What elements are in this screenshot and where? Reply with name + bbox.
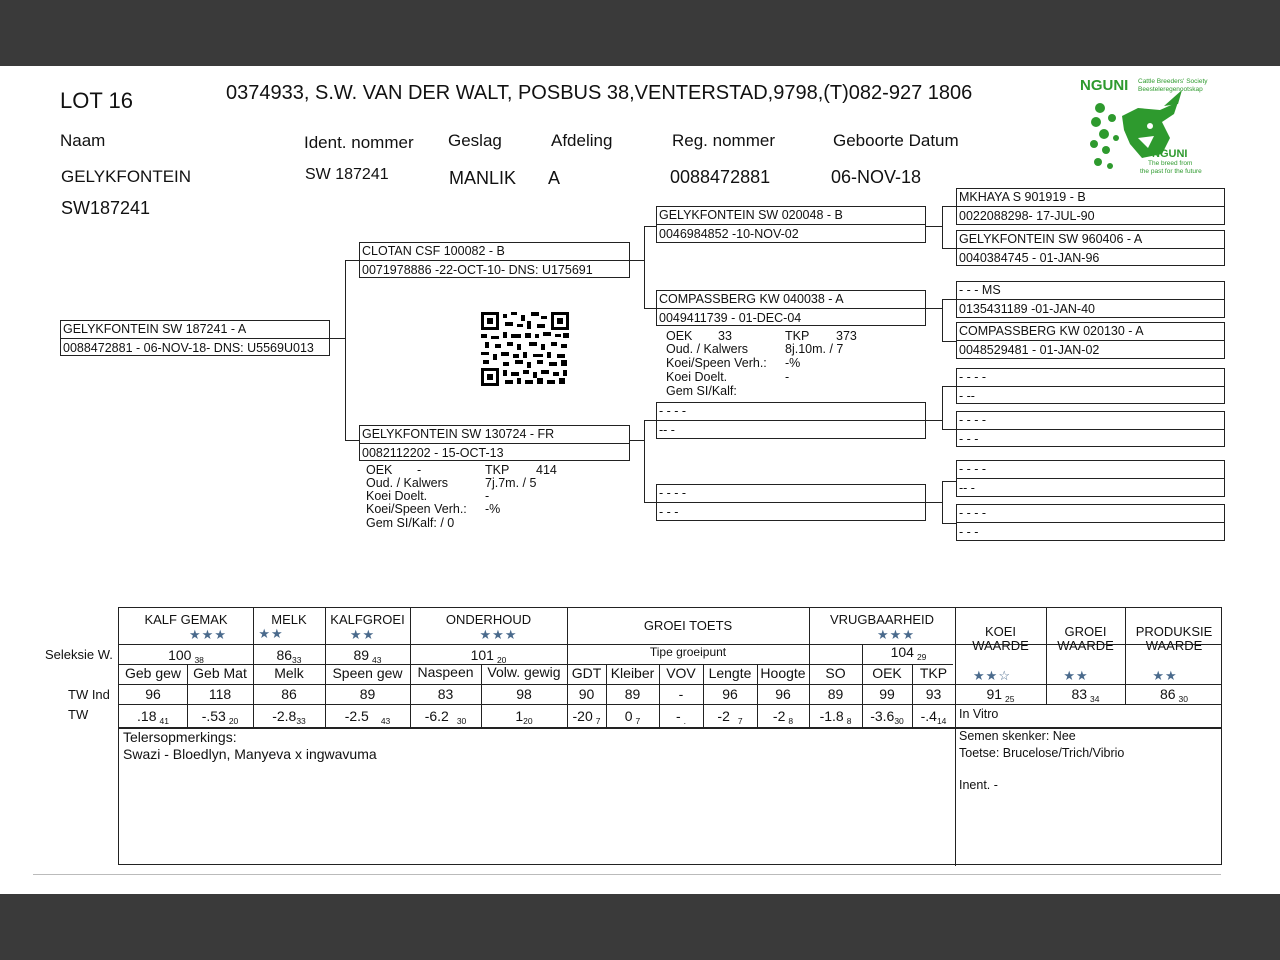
group-melk: MELK xyxy=(271,612,307,627)
col-geslag: Geslag xyxy=(448,131,502,150)
connector xyxy=(925,502,942,503)
sds-name: - - - MS xyxy=(959,283,1001,297)
semen-donor: Semen skenker: Nee xyxy=(959,729,1076,743)
hdr-kleiber: Kleiber xyxy=(610,665,655,681)
connector xyxy=(644,420,645,502)
pedigree-ssd xyxy=(956,230,1225,266)
ds-name: - - - - xyxy=(659,404,687,418)
row-label-tw-ind: TW Ind xyxy=(68,687,110,702)
logo-society-1: Cattle Breeders' Society xyxy=(1138,78,1208,85)
pedigree-sds xyxy=(956,281,1225,318)
tw-ind-cell: 96 xyxy=(722,686,738,702)
pedigree-sss xyxy=(956,188,1225,225)
connector xyxy=(942,523,956,524)
dam-koei-doelt-value: - xyxy=(485,489,490,503)
connector xyxy=(329,338,345,339)
sel-vrug: 104 $_{29}$ xyxy=(890,644,927,662)
hdr-melk: Melk xyxy=(274,665,304,681)
stars-groei: ★★ xyxy=(1063,668,1089,683)
connector xyxy=(925,308,942,309)
inoculation: Inent. - xyxy=(959,778,998,792)
col-naam: Naam xyxy=(60,131,106,150)
sd-koei-speen-value: -% xyxy=(785,356,801,370)
group-produksie: PRODUKSIE xyxy=(1135,624,1213,639)
group-groei: GROEI xyxy=(1064,624,1107,639)
connector xyxy=(942,341,956,342)
col-ident: Ident. nommer xyxy=(304,133,414,152)
sd-name: COMPASSBERG KW 040038 - A xyxy=(659,292,844,306)
remarks-label: Telersopmerkings: xyxy=(123,729,237,745)
connector xyxy=(345,260,346,440)
connector xyxy=(942,248,956,249)
sd-oek-label: OEK xyxy=(666,329,693,343)
hdr-so: SO xyxy=(825,665,846,681)
pedigree-dam-dam xyxy=(656,484,926,521)
tw-cell: -2.5 $_{43}$ xyxy=(344,708,391,726)
pedigree-subject xyxy=(60,320,330,356)
col-reg: Reg. nommer xyxy=(672,131,775,150)
dd-name: - - - - xyxy=(659,486,687,500)
pedigree-sire xyxy=(359,242,630,278)
animal-afdeling: A xyxy=(548,168,561,188)
logo-society-2: Beesteleregenootskap xyxy=(1138,86,1203,93)
connector xyxy=(644,226,645,308)
tw-cell: -.53 $_{20}$ xyxy=(201,708,239,726)
connector xyxy=(942,299,956,300)
sd-koei-doelt-label: Koei Doelt. xyxy=(666,370,728,384)
group-tipe: Tipe groeipunt xyxy=(649,645,727,659)
sss-details: 0022088298- 17-JUL-90 xyxy=(959,209,1095,223)
tw-cell: -1.8 $_8$ xyxy=(819,708,852,726)
tw-ind-cell: 89 xyxy=(624,686,641,702)
hdr-geb-gew: Geb gew xyxy=(124,665,182,681)
tw-ind-cell: 96 xyxy=(775,686,791,702)
tw-cell: -20 $_7$ xyxy=(572,708,601,726)
groei-waarde-value: 83 $_{34}$ xyxy=(1071,686,1100,704)
sd-tkp-value: 373 xyxy=(836,329,857,343)
connector xyxy=(629,440,644,441)
tw-ind-cell: 118 xyxy=(208,686,232,702)
animal-naam-2: SW187241 xyxy=(61,198,151,218)
koei-waarde-value: 91 $_{25}$ xyxy=(986,686,1015,704)
tw-ind-cell: 83 xyxy=(437,686,454,702)
tw-cell: - $_.$ xyxy=(675,708,687,726)
ss-details: 0046984852 -10-NOV-02 xyxy=(659,227,799,241)
logo-tagline-2: the past for the future xyxy=(1140,168,1202,175)
tw-ind-cell: - xyxy=(678,686,684,702)
tw-cell: .18 $_{41}$ xyxy=(137,708,169,726)
pedigree-dsd xyxy=(956,411,1225,447)
sd-koei-doelt-value: - xyxy=(785,370,790,384)
bottom-bar xyxy=(0,894,1280,960)
tw-ind-cell: 98 xyxy=(516,686,532,702)
tw-cell: $1_{20}$ xyxy=(515,708,533,726)
ssd-details: 0040384745 - 01-JAN-96 xyxy=(959,251,1100,265)
tw-cell: -6.2 $_{30}$ xyxy=(424,708,467,726)
dss-details: - -- xyxy=(959,389,975,403)
lot-number: LOT 16 xyxy=(60,88,133,113)
sd-gem-label: Gem SI/Kalf: xyxy=(666,384,737,398)
group-groei-toets: GROEI TOETS xyxy=(643,618,733,633)
connector xyxy=(629,260,644,261)
tw-cell: $-.4_{14}$ xyxy=(920,708,947,726)
hdr-hoogte: Hoogte xyxy=(760,665,806,681)
tw-ind-cell: 86 xyxy=(281,686,297,702)
tw-ind-cell: 93 xyxy=(925,686,942,702)
connector xyxy=(925,226,942,227)
ssd-name: GELYKFONTEIN SW 960406 - A xyxy=(959,232,1143,246)
tw-ind-cell: 96 xyxy=(145,686,161,702)
connector xyxy=(942,429,956,430)
logo-tagline-1: The breed from xyxy=(1148,160,1193,167)
animal-naam: GELYKFONTEIN xyxy=(61,167,192,186)
sel-onderhoud: 101 $_{20}$ xyxy=(470,647,507,665)
sdd-details: 0048529481 - 01-JAN-02 xyxy=(959,343,1100,357)
top-bar xyxy=(0,0,1280,66)
dam-name: GELYKFONTEIN SW 130724 - FR xyxy=(362,427,555,441)
col-afdeling: Afdeling xyxy=(551,131,613,150)
group-onderhoud: ONDERHOUD xyxy=(445,612,532,627)
stars-kalf: ★★★ xyxy=(189,627,227,642)
connector xyxy=(942,386,956,387)
sd-oek-value: 33 xyxy=(718,329,732,343)
group-groei-2: WAARDE xyxy=(1057,638,1114,653)
logo-brand: NGUNI xyxy=(1080,77,1129,94)
pedigree-sdd xyxy=(956,322,1225,359)
pedigree-sire-sire xyxy=(656,206,926,243)
hdr-vov: VOV xyxy=(666,665,696,681)
group-koei-2: WAARDE xyxy=(972,638,1029,653)
pedigree-dds xyxy=(956,460,1225,497)
tw-cell: $-2.8_{33}$ xyxy=(272,708,306,726)
stars-kalfgroei: ★★ xyxy=(349,627,376,642)
connector xyxy=(942,481,956,482)
tw-cell: $-3.6_{30}$ xyxy=(870,708,904,726)
dam-oud-value: 7j.7m. / 5 xyxy=(485,476,537,490)
dss-name: - - - - xyxy=(959,370,987,384)
dam-info xyxy=(366,464,626,534)
dam-tkp-value: 414 xyxy=(536,463,557,477)
sel-melk: $86_{33}$ xyxy=(276,647,302,665)
ds-details: -- - xyxy=(659,423,675,437)
tw-cell: -2 $_7$ xyxy=(717,708,743,726)
dam-details: 0082112202 - 15-OCT-13 xyxy=(362,446,504,460)
sds-details: 0135431189 -01-JAN-40 xyxy=(959,302,1095,316)
hdr-speen-gew: Speen gew xyxy=(332,665,403,681)
in-vitro-label: In Vitro xyxy=(959,707,999,721)
sel-kalfgroei: 89 $_{43}$ xyxy=(353,647,382,665)
dam-gem-label: Gem SI/Kalf: / 0 xyxy=(366,516,455,530)
nguni-logo xyxy=(1078,78,1212,178)
sdd-name: COMPASSBERG KW 020130 - A xyxy=(959,324,1144,338)
stars-melk: ★★ xyxy=(258,626,284,641)
gridline xyxy=(119,684,1221,685)
subject-details: 0088472881 - 06-NOV-18- DNS: U5569U013 xyxy=(63,341,314,355)
sd-koei-speen-label: Koei/Speen Verh.: xyxy=(666,356,767,370)
animal-reg: 0088472881 xyxy=(670,167,771,187)
group-produksie-2: WAARDE xyxy=(1145,638,1203,653)
connector xyxy=(644,420,656,421)
hdr-oek: OEK xyxy=(872,665,902,681)
dds-name: - - - - xyxy=(959,462,987,476)
pedigree-dam-sire xyxy=(656,402,926,439)
tw-cell: 0 $_7$ xyxy=(624,708,641,726)
dsd-details: - - - xyxy=(959,432,979,446)
remarks-text: Swazi - Bloedlyn, Manyeva x ingwavuma xyxy=(123,746,377,762)
dam-tkp-label: TKP xyxy=(485,463,510,477)
hdr-volw-gewig: Volw. gewig xyxy=(487,664,561,680)
stars-produksie: ★★ xyxy=(1152,668,1178,683)
animal-geboorte: 06-NOV-18 xyxy=(831,167,922,187)
ss-name: GELYKFONTEIN SW 020048 - B xyxy=(659,208,843,222)
animal-geslag: MANLIK xyxy=(449,168,517,188)
pedigree-dam xyxy=(359,425,630,461)
hdr-tkp: TKP xyxy=(919,665,948,681)
qr-code xyxy=(481,312,569,386)
row-label-tw: TW xyxy=(68,707,89,722)
dd-details: - - - xyxy=(659,505,679,519)
sd-tkp-label: TKP xyxy=(785,329,810,343)
group-kalfgroei: KALFGROEI xyxy=(330,612,405,627)
connector xyxy=(345,440,360,441)
tests: Toetse: Brucelose/Trich/Vibrio xyxy=(959,746,1125,760)
connector xyxy=(644,308,656,309)
hdr-geb-mat: Geb Mat xyxy=(193,665,247,681)
stars-koei: ★★☆ xyxy=(973,668,1011,683)
ddd-name: - - - - xyxy=(959,506,987,520)
sd-oud-value: 8j.10m. / 7 xyxy=(785,342,844,356)
dam-oek-label: OEK xyxy=(366,463,393,477)
group-kalf: KALF GEMAK xyxy=(144,612,228,627)
pedigree-sire-dam xyxy=(656,290,926,326)
hdr-lengte: Lengte xyxy=(708,665,752,681)
tw-cell: -2 $_8$ xyxy=(772,708,794,726)
dam-koei-speen-label: Koei/Speen Verh.: xyxy=(366,502,467,516)
dsd-name: - - - - xyxy=(959,413,987,427)
stars-onderhoud: ★★★ xyxy=(479,627,518,642)
dam-koei-speen-value: -% xyxy=(485,502,501,516)
dam-oud-label: Oud. / Kalwers xyxy=(366,476,448,490)
sire-details: 0071978886 -22-OCT-10- DNS: U175691 xyxy=(362,263,593,277)
col-geboorte: Geboorte Datum xyxy=(833,131,959,150)
pedigree-dss xyxy=(956,368,1225,404)
sire-dam-info xyxy=(666,330,926,400)
connector xyxy=(644,502,656,503)
tw-ind-cell: 89 xyxy=(359,686,376,702)
animal-ident: SW 187241 xyxy=(305,166,389,183)
dam-koei-doelt-label: Koei Doelt. xyxy=(366,489,428,503)
connector xyxy=(644,226,656,227)
breeder-info: 0374933, S.W. VAN DER WALT, POSBUS 38,VENTERSTAD,9798,(T)082-927 1806 xyxy=(226,82,973,104)
ebv-table xyxy=(118,607,1222,865)
pedigree-ddd xyxy=(956,504,1225,541)
group-koei: KOEI xyxy=(984,624,1017,639)
sel-kalf: 100 $_{38}$ xyxy=(168,647,204,665)
ddd-details: - - - xyxy=(959,525,979,539)
group-vrug: VRUGBAARHEID xyxy=(829,612,935,627)
connector xyxy=(925,420,942,421)
bottom-rule xyxy=(33,874,1221,875)
connector xyxy=(942,206,943,248)
connector xyxy=(942,386,943,429)
sss-name: MKHAYA S 901919 - B xyxy=(959,190,1086,204)
dds-details: -- - xyxy=(959,481,975,495)
connector xyxy=(942,206,956,207)
hdr-naspeen: Naspeen xyxy=(417,664,474,680)
dam-oek-value: - xyxy=(417,463,422,477)
tw-ind-cell: 90 xyxy=(578,686,595,702)
hdr-gdt: GDT xyxy=(571,665,602,681)
tw-ind-cell: 89 xyxy=(827,686,844,702)
connector xyxy=(942,299,943,341)
row-label-seleksie: Seleksie W. xyxy=(45,647,113,662)
produksie-waarde-value: 86 $_{30}$ xyxy=(1159,686,1189,704)
subject-name: GELYKFONTEIN SW 187241 - A xyxy=(63,322,247,336)
stars-vrug: ★★★ xyxy=(877,627,915,642)
tw-ind-cell: 99 xyxy=(879,686,895,702)
sire-name: CLOTAN CSF 100082 - B xyxy=(362,244,505,258)
sd-oud-label: Oud. / Kalwers xyxy=(666,342,748,356)
logo-brand-2: NGUNI xyxy=(1152,148,1188,160)
sd-details: 0049411739 - 01-DEC-04 xyxy=(659,311,802,325)
gridline xyxy=(119,704,1221,705)
connector xyxy=(942,481,943,523)
connector xyxy=(345,260,360,261)
